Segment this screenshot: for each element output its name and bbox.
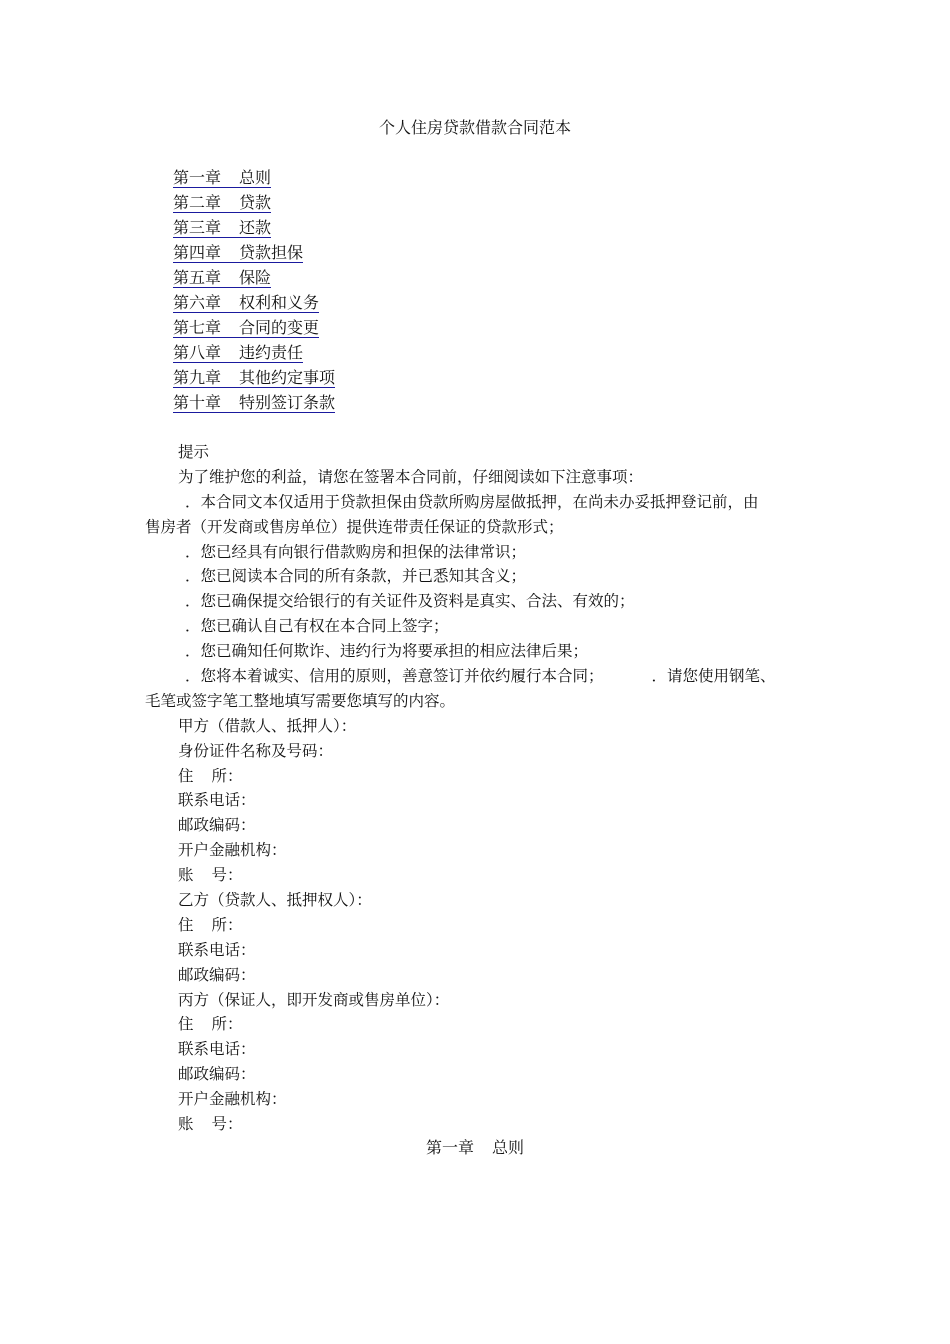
party-c-bank-label: 开户金融机构： — [178, 1090, 287, 1109]
notice-heading: 提示 — [178, 443, 210, 461]
party-a-id-label: 身份证件名称及号码： — [178, 741, 334, 760]
party-c-address-label: 住 所： — [178, 1015, 243, 1034]
party-c-heading: 丙方（保证人，即开发商或售房单位）： — [178, 990, 450, 1009]
toc-item-chapter-8 — [173, 341, 335, 366]
party-c-postcode-label: 邮政编码： — [178, 1065, 256, 1084]
notice-item-6: ．您已确知任何欺诈、违约行为将要承担的相应法律后果； — [185, 642, 589, 661]
notice-item-4: ．您已确保提交给银行的有关证件及资料是真实、合法、有效的； — [185, 592, 635, 611]
party-b-postcode-label: 邮政编码： — [178, 965, 256, 984]
party-b-phone-label: 联系电话： — [178, 940, 256, 959]
party-a-phone-label: 联系电话： — [178, 791, 256, 810]
toc-link-chapter-10[interactable]: 第十章 特别签订条款 — [173, 393, 336, 412]
toc-item-chapter-3 — [173, 216, 335, 241]
toc-item-chapter-6 — [173, 291, 335, 316]
notice-item-7-8 — [145, 664, 815, 689]
toc-link-chapter-5[interactable]: 第五章 保险 — [173, 268, 272, 287]
notice-item-3: ．您已阅读本合同的所有条款，并已悉知其含义； — [185, 567, 527, 586]
toc-item-chapter-1 — [173, 166, 335, 191]
party-c-account-label: 账 号： — [178, 1115, 243, 1134]
toc-link-chapter-1[interactable]: 第一章 总则 — [173, 168, 272, 187]
notice-item-2: ．您已经具有向银行借款购房和担保的法律常识； — [185, 542, 527, 561]
toc-link-chapter-3[interactable]: 第三章 还款 — [173, 218, 272, 237]
toc-item-chapter-2 — [173, 191, 335, 216]
table-of-contents — [173, 166, 335, 416]
toc-item-chapter-4 — [173, 241, 335, 266]
notice-item-1-continued: 售房者（开发商或售房单位）提供连带责任保证的贷款形式； — [145, 517, 564, 536]
toc-link-chapter-7[interactable]: 第七章 合同的变更 — [173, 318, 320, 337]
party-b-heading: 乙方（贷款人、抵押权人）： — [178, 891, 372, 910]
party-a-bank-label: 开户金融机构： — [178, 841, 287, 860]
party-a-heading: 甲方（借款人、抵押人）： — [178, 716, 357, 735]
party-a-account-label: 账 号： — [178, 866, 243, 885]
party-c-phone-label: 联系电话： — [178, 1040, 256, 1059]
party-a-address-label: 住 所： — [178, 766, 243, 785]
notice-intro: 为了维护您的利益，请您在签署本合同前，仔细阅读如下注意事项： — [178, 467, 644, 486]
document-title: 个人住房贷款借款合同范本 — [378, 118, 571, 137]
toc-item-chapter-7 — [173, 316, 335, 341]
toc-link-chapter-6[interactable]: 第六章 权利和义务 — [173, 293, 320, 312]
notice-item-5: ．您已确认自己有权在本合同上签字； — [185, 617, 449, 636]
toc-item-chapter-5 — [173, 266, 335, 291]
notice-item-8: ．请您使用钢笔、 — [651, 667, 776, 686]
toc-link-chapter-2[interactable]: 第二章 贷款 — [173, 193, 272, 212]
toc-link-chapter-9[interactable]: 第九章 其他约定事项 — [173, 368, 336, 387]
notice-item-8-continued: 毛笔或签字笔工整地填写需要您填写的内容。 — [145, 691, 456, 710]
document-body — [145, 440, 815, 1137]
party-a-postcode-label: 邮政编码： — [178, 816, 256, 835]
notice-item-7: ．您将本着诚实、信用的原则，善意签订并依约履行本合同； — [185, 667, 604, 686]
party-b-address-label: 住 所： — [178, 915, 243, 934]
notice-item-1: ．本合同文本仅适用于贷款担保由贷款所购房屋做抵押，在尚未办妥抵押登记前，由 — [185, 492, 759, 511]
toc-item-chapter-9 — [173, 366, 335, 391]
toc-item-chapter-10 — [173, 391, 335, 416]
toc-link-chapter-4[interactable]: 第四章 贷款担保 — [173, 243, 304, 262]
chapter-heading: 第一章 总则 — [425, 1138, 525, 1157]
toc-link-chapter-8[interactable]: 第八章 违约责任 — [173, 343, 304, 362]
